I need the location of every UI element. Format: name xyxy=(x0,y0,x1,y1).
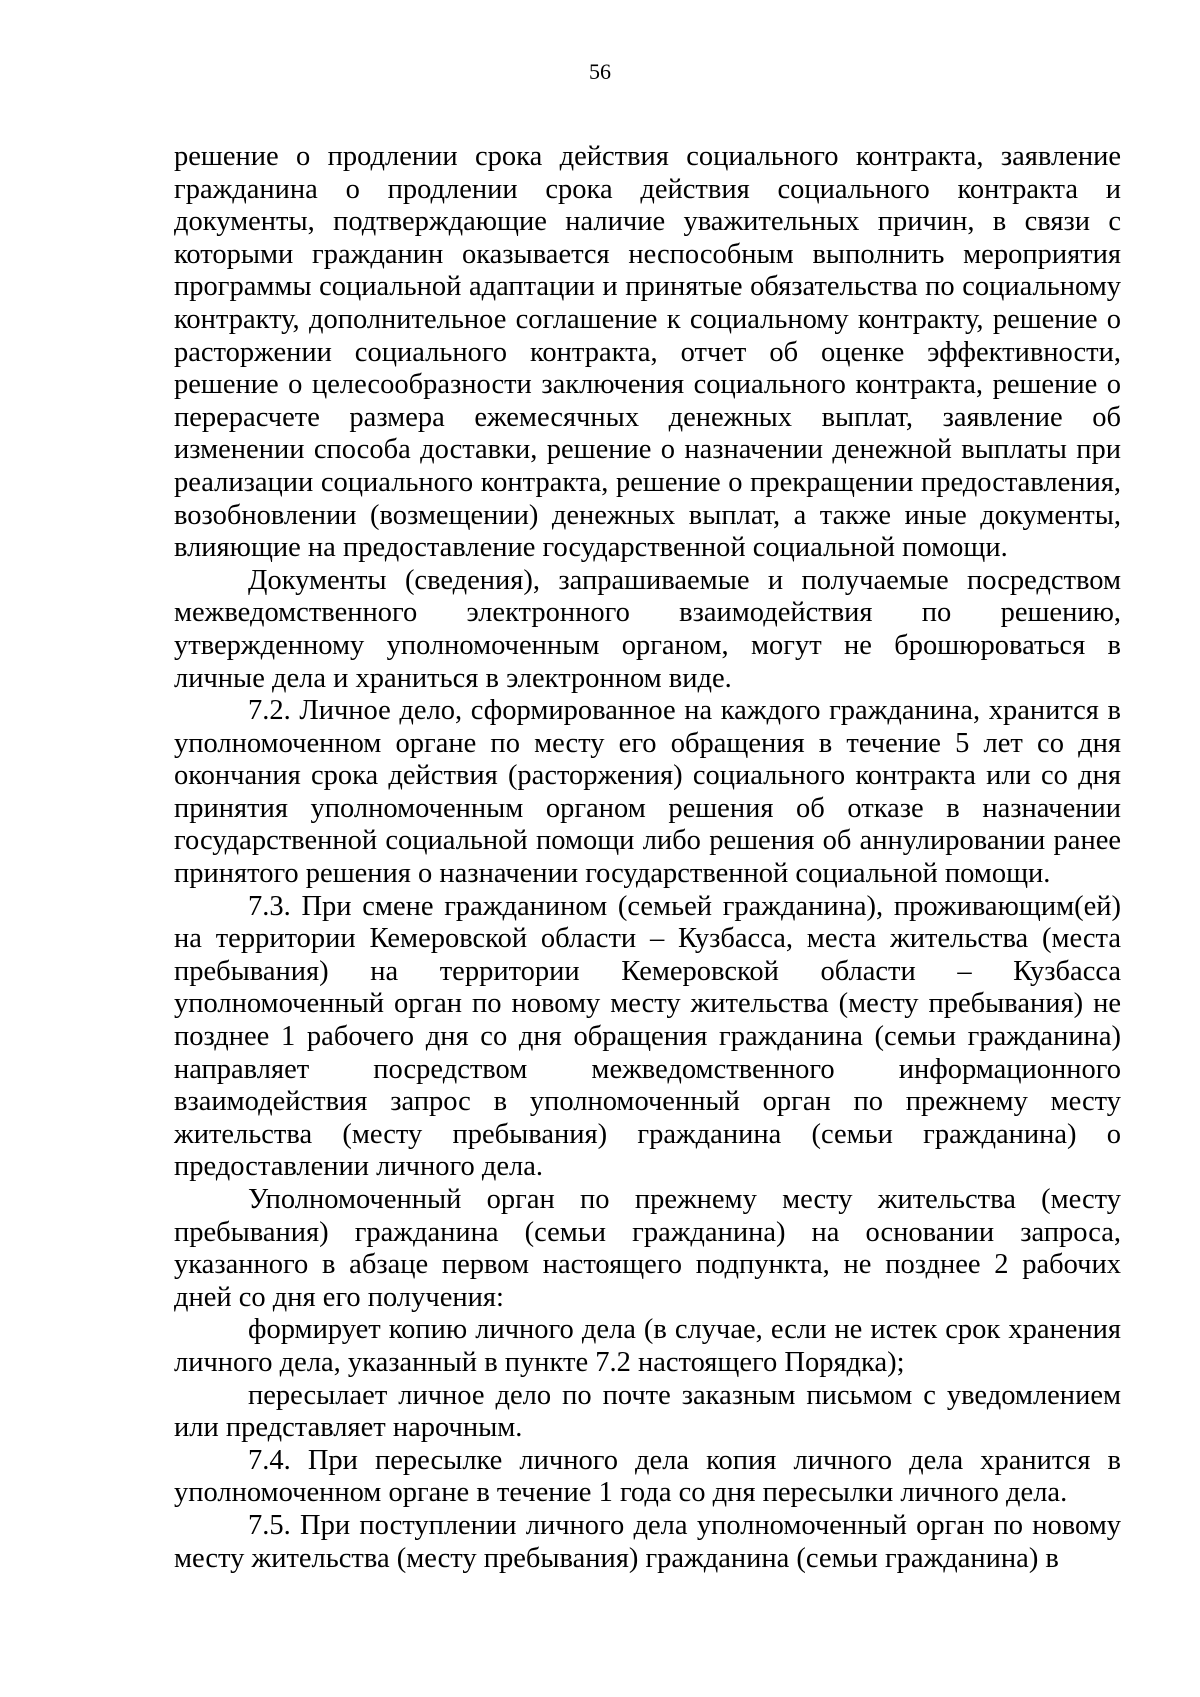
paragraph-sends-file: пересылает личное дело по почте заказным письмом с уведомлением или представляет нарочным. xyxy=(174,1379,1121,1444)
paragraph-forms-copy: формирует копию личного дела (в случае, если не истек срок хранения личного дела, указанный в пункте 7.2 настоящего Порядка); xyxy=(174,1314,1121,1378)
paragraph-continuation: решение о продлении срока действия социального контракта, заявление гражданина о продлении срока действия социального контракта и документы, подтверждающие наличие уважительных причин, в связи с которыми гражданин оказывается неспособным выполнить мероприятия программы социальной адаптации и принятые обязательства по социальному контракту, дополнительное соглашение к социальному контракту, решение о расторжении социального контракта, отчет об оценке эффективности, решение о целесообразности заключения социального контракта, решение о перерасчете размера ежемесячных денежных выплат, заявление об изменении способа доставки, решение о назначении денежной выплаты при реализации социального контракта, решение о прекращении предоставления, возобновлении (возмещении) денежных выплат, а также иные документы, влияющие на предоставление государственной социальной помощи. xyxy=(174,141,1121,564)
paragraph-previous-authority: Уполномоченный орган по прежнему месту жительства (месту пребывания) гражданина (семьи гражданина) на основании запроса, указанного в абзаце первом настоящего подпункта, не позднее 2 рабочих дней со дня его получения: xyxy=(174,1184,1121,1313)
document-body xyxy=(174,141,1121,1575)
paragraph-documents-interagency: Документы (сведения), запрашиваемые и получаемые посредством межведомственного электронного взаимодействия по решению, утвержденному уполномоченным органом, могут не брошюроваться в личные дела и храниться в электронном виде. xyxy=(174,564,1121,694)
page-number: 56 xyxy=(589,59,611,84)
paragraph-7-5: 7.5. При поступлении личного дела уполномоченный орган по новому месту жительства (месту пребывания) гражданина (семьи гражданина) в xyxy=(174,1509,1121,1574)
paragraph-7-4: 7.4. При пересылке личного дела копия личного дела хранится в уполномоченном органе в течение 1 года со дня пересылки личного дела. xyxy=(174,1444,1121,1509)
paragraph-7-2: 7.2. Личное дело, сформированное на каждого гражданина, хранится в уполномоченном органе по месту его обращения в течение 5 лет со дня окончания срока действия (расторжения) социального контракта или со дня принятия уполномоченным органом решения об отказе в назначении государственной социальной помощи либо решения об аннулировании ранее принятого решения о назначении государственной социальной помощи. xyxy=(174,695,1121,890)
paragraph-7-3: 7.3. При смене гражданином (семьей гражданина), проживающим(ей) на территории Кемеровской области – Кузбасса, места жительства (места пребывания) на территории Кемеровской области – Кузбасса уполномоченный орган по новому месту жительства (месту пребывания) не позднее 1 рабочего дня со дня обращения гражданина (семьи гражданина) направляет посредством межведомственного информационного взаимодействия запрос в уполномоченный орган по прежнему месту жительства (месту пребывания) гражданина (семьи гражданина) о предоставлении личного дела. xyxy=(174,890,1121,1183)
